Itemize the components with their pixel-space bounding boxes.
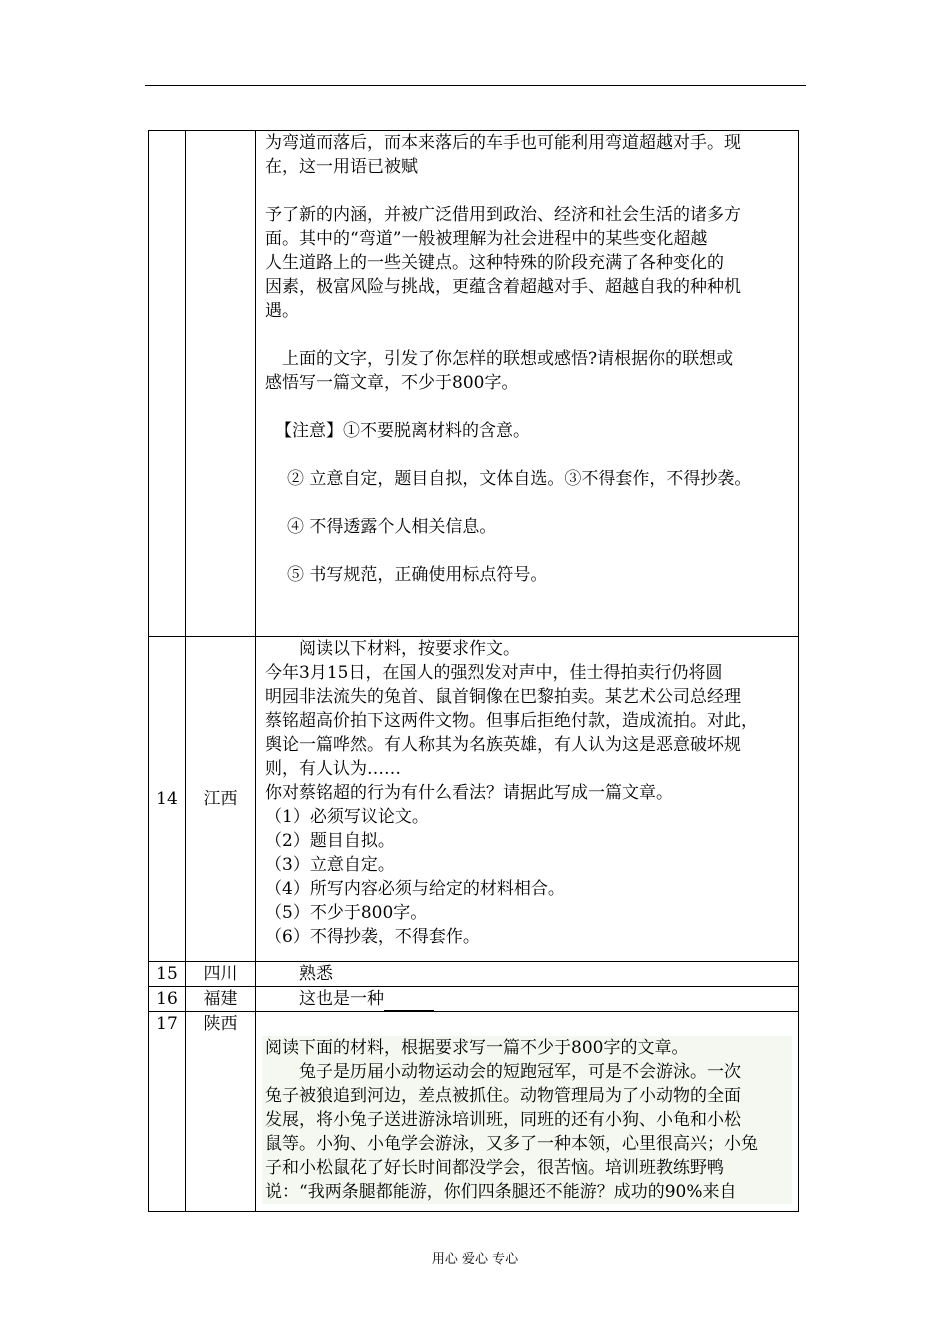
quoted-material [262,1036,792,1204]
note-line: ④ 不得透露个人相关信息。 [287,517,497,537]
note-line: ② 立意自定，题目自拟，文体自选。③不得套作，不得抄袭。 [287,469,752,489]
prompt-cell [256,131,799,637]
requirement-line: （6）不得抄袭，不得套作。 [265,927,480,947]
text-line: 熟悉 [299,964,333,984]
text-line: 为弯道而落后，而本来落后的车手也可能利用弯道超越对手。现 [265,133,741,153]
province-cell: 江西 [186,637,256,962]
row-number-cell: 14 [149,637,186,962]
note-line: ⑤ 书写规范，正确使用标点符号。 [287,565,548,585]
requirement-line: （2）题目自拟。 [265,831,395,851]
text-line: 蔡铭超高价拍下这两件文物。但事后拒绝付款，造成流拍。对此， [265,711,758,731]
text-line: 则，有人认为…… [265,759,401,779]
text-line: 人生道路上的一些关键点。这种特殊的阶段充满了各种变化的 [265,253,724,273]
table-row-15 [149,962,799,987]
text-line: 遇。 [265,301,299,321]
prompt-cell [256,1012,799,1212]
text-line: 舆论一篇哗然。有人称其为名族英雄，有人认为这是恶意破坏规 [265,735,741,755]
text-line: 说：“我两条腿都能游，你们四条腿还不能游？成功的90%来自 [265,1182,737,1202]
requirement-line: （3）立意自定。 [265,855,395,875]
text-line: 兔子是历届小动物运动会的短跑冠军，可是不会游泳。一次 [299,1062,741,1082]
province-cell: 四川 [186,962,256,987]
text-line: 子和小松鼠花了好长时间都没学会，很苦恼。培训班教练野鸭 [265,1158,724,1178]
requirement-line: （5）不少于800字。 [265,903,428,923]
text-line: 在，这一用语已被赋 [265,157,418,177]
requirement-line: （1）必须写议论文。 [265,807,429,827]
province-cell: 陕西 [186,1012,256,1212]
province-cell: 福建 [186,987,256,1012]
table-row-17 [149,1012,799,1212]
fill-in-blank [384,992,434,1011]
text-line: 今年3月15日，在国人的强烈发对声中，佳士得拍卖行仍将圆 [265,663,723,683]
note-line: 【注意】①不要脱离材料的含意。 [275,421,530,441]
text-line: 明园非法流失的兔首、鼠首铜像在巴黎拍卖。某艺术公司总经理 [265,687,741,707]
text-line: 鼠等。小狗、小龟学会游泳，又多了一种本领，心里很高兴；小兔 [265,1134,758,1154]
text-line: 因素，极富风险与挑战，更蕴含着超越对手、超越自我的种种机 [265,277,741,297]
essay-prompt-table [148,130,799,1212]
prompt-cell [256,962,799,987]
text-line: 感悟写一篇文章，不少于800字。 [265,373,519,393]
page-footer: 用心 爱心 专心 [431,1252,519,1267]
header-rule [145,85,806,86]
row-number-cell: 15 [149,962,186,987]
prompt-cell [256,987,799,1012]
row-number-cell: 16 [149,987,186,1012]
province-cell [186,131,256,637]
requirement-line: （4）所写内容必须与给定的材料相合。 [265,879,565,899]
row-number-cell [149,131,186,637]
text-line: 面。其中的“弯道”一般被理解为社会进程中的某些变化超越 [265,229,708,249]
row-number-cell: 17 [149,1012,186,1212]
text-line: 上面的文字，引发了你怎样的联想或感悟?请根据你的联想或 [282,349,734,369]
table-row-14 [149,637,799,962]
text-line: 阅读以下材料，按要求作文。 [299,639,520,659]
text-line: 予了新的内涵，并被广泛借用到政治、经济和社会生活的诸多方 [265,205,741,225]
table-row-continuation [149,131,799,637]
text-line: 兔子被狼追到河边，差点被抓住。动物管理局为了小动物的全面 [265,1086,741,1106]
prompt-cell [256,637,799,962]
text-line: 发展，将小兔子送进游泳培训班，同班的还有小狗、小龟和小松 [265,1110,741,1130]
text-line: 这也是一种 [299,989,384,1009]
table-row-16 [149,987,799,1012]
text-line: 你对蔡铭超的行为有什么看法？请据此写成一篇文章。 [265,783,673,803]
text-line: 阅读下面的材料，根据要求写一篇不少于800字的文章。 [265,1038,689,1058]
